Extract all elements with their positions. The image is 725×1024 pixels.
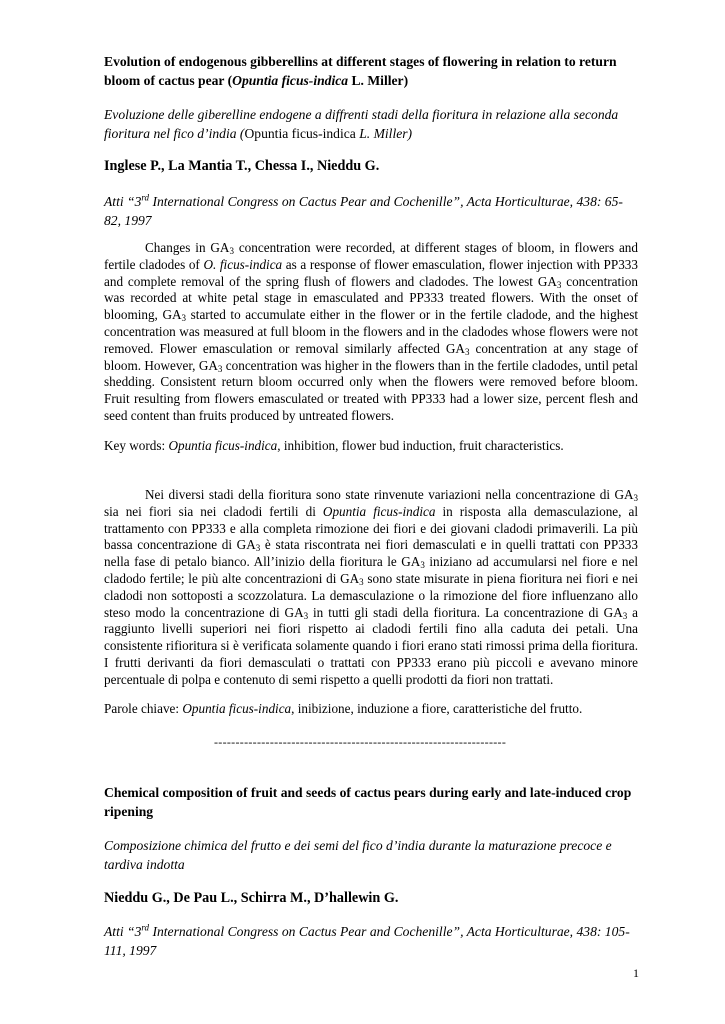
article-1-keywords: Key words: Opuntia ficus-indica, inhibition, flower bud induction, fruit characteristics. xyxy=(104,438,564,453)
article-2-authors: Nieddu G., De Pau L., Schirra M., D’hallewin G. xyxy=(104,890,399,906)
article-2-title: Chemical composition of fruit and seeds of cactus pears during early and late-induced crop ripening xyxy=(104,785,632,819)
article-1-abstract-italian: Nei diversi stadi della fioritura sono state rinvenute variazioni nella concentrazione di $GA_3$ sia nei fiori sia nei cladodi fertili di Opuntia ficus-indica in risposta alla demasculazione, al trattamento con PP333 e alla completa rimozione dei fiori e dei giovani cladodi primaverili. La più bassa concentrazione di $GA_3$ è stata riscontrata nei fiori demasculati e in quelli trattati con PP333 nella fase di petalo bianco. All’inizio della fioritura le $GA_3$ iniziano ad accumularsi nel fiore e nel cladodo fertile; le più alte concentrazioni di $GA_3$ sono state misurate in piena fioritura nei fiori e nei cladodi non sottoposti a scozzolatura. La demasculazione o la rimozione del fiore influenzano allo steso modo la concentrazione di $GA_3$ in tutti gli stadi della fioritura. La concentrazione di $GA_3$ a raggiunto livelli superiori nei fiori rispetto ai cladodi fertili fino alla caduta dei petali. Una consistente rifioritura si è verificata solamente quando i fiori erano stati rimossi prima della fioritura. I frutti derivanti da fiori demasculati o trattati con PP333 erano più piccoli e avevano minore percentuale di polpa e contenuto di semi rispetto a quelli prodotti da fiori non trattati. xyxy=(104,487,639,687)
article-1-keywords-italian: Parole chiave: Opuntia ficus-indica, inibizione, induzione a fiore, caratteristiche del frutto. xyxy=(104,701,583,716)
article-2-italian-title: Composizione chimica del frutto e dei semi del fico d’india durante la maturazione precoce e tardiva indotta xyxy=(104,838,612,872)
article-1-title: Evolution of endogenous gibberellins at different stages of flowering in relation to return bloom of cactus pear (Opuntia ficus-indica L. Miller) xyxy=(104,54,617,88)
article-1-abstract-english: Changes in $GA_3$ concentration were recorded, at different stages of bloom, in flowers and fertile cladodes of O. ficus-indica as a response of flower emasculation, flower injection with PP333 and complete removal of the spring flush of flowers and cladodes. The lowest $GA_3$ concentration was recorded at white petal stage in emasculated and PP333 treated flowers. With the onset of blooming, $GA_3$ started to accumulate either in the flower or in the fertile cladode, and the highest concentration was measured at full bloom in the flowers and in the cladodes whose flowers were not removed. Flower emasculation or removal similarly affected $GA_3$ concentration at any stage of bloom. However, $GA_3$ concentration was higher in the flowers than in the fertile cladodes, until petal shedding. Consistent return bloom occurred only when the flowers were removed before bloom. Fruit resulting from flowers emasculated or treated with PP333 had a lower size, percent flesh and seed content than fruits produced by untreated flowers. xyxy=(104,240,638,423)
article-1-authors: Inglese P., La Mantia T., Chessa I., Nieddu G. xyxy=(104,158,380,174)
article-1-citation: Atti “3rd International Congress on Cactus Pear and Cochenille”, Acta Horticulturae, 438: 65-82, 1997 xyxy=(104,192,623,228)
page-number: 1 xyxy=(633,966,639,980)
article-2-citation: Atti “3rd International Congress on Cactus Pear and Cochenille”, Acta Horticulturae, 438: 105-111, 1997 xyxy=(104,922,630,958)
section-separator: -------------------------------------------------------------------- xyxy=(214,735,507,749)
article-1-italian-title: Evoluzione delle giberelline endogene a diffrenti stadi della fioritura in relazione alla seconda fioritura nel fico d’india (Opuntia ficus-indica L. Miller) xyxy=(104,107,619,141)
